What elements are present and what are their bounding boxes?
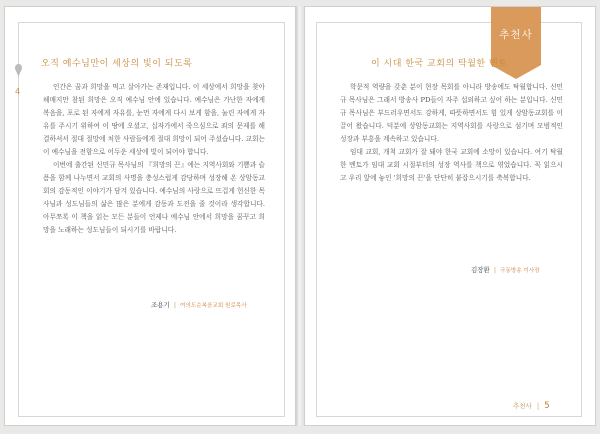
- page-number: 4: [15, 87, 21, 96]
- paragraph: 이번에 출간된 신민규 목사님의 『희망의 끈』에는 지역사회와 기쁨과 슬픔을 함께 나누면서 교회의 사명을 충성스럽게 감당하며 성장해 온 상암동교회의 감동적인 이야기가 담겨 있습니다. 예수님의 사랑으로 뜨겁게 헌신한 목사님과 성도님들의 삶은 많은 분에게 감동과 도전을 줄 것이라 생각합니다. 아무쪼록 이 책을 읽는 모든 분들이 언제나 예수님 안에서 희망을 꿈꾸고 희망을 노래하는 성도님들이 되시기를 바랍니다.: [43, 161, 265, 234]
- left-page: [4, 6, 296, 426]
- page-number: 5: [544, 401, 550, 411]
- author-role: 극동방송 이사장: [500, 268, 540, 274]
- body-text: [43, 81, 265, 237]
- section-heading: 오직 예수님만이 세상의 빛이 되도록: [41, 59, 193, 69]
- bookmark-dot-icon: [15, 64, 22, 77]
- tab-label: 추천사: [499, 29, 533, 41]
- page-footer: [513, 393, 550, 412]
- book-spine: [296, 6, 304, 426]
- right-page: [304, 6, 596, 426]
- divider: |: [536, 402, 540, 410]
- divider: |: [173, 301, 177, 309]
- author-name: 조용기: [151, 301, 170, 309]
- paragraph: 인간은 꿈과 희망을 먹고 살아가는 존재입니다. 이 세상에서 희망을 찾아 헤매지만 참된 희망은 오직 예수님 안에 있습니다. 예수님은 가난한 자에게 복음을, 포로 된 자에게 자유를, 눈먼 자에게 다시 보게 함을, 눌린 자에게 자유를 주시기 위하여 이 땅에 오셨고, 십자가에서 죽으심으로 죄의 문제를 해결하셔서 절대 절망에 처한 사람들에게 절대 희망이 되어 주셨습니다. 교회는 이 예수님을 전함으로 어두운 세상에 빛이 되어야 합니다.: [43, 83, 265, 156]
- signature: [151, 300, 247, 309]
- author-role: 여의도순복음교회 원로목사: [180, 303, 247, 309]
- section-heading: 이 시대 한국 교회의 탁월한 멘토: [371, 59, 508, 69]
- author-name: 김장환: [471, 266, 490, 274]
- body-text: [340, 81, 563, 185]
- footer-section-title: 추천사: [513, 402, 532, 410]
- paragraph: 학문적 역량을 갖춘 분이 현장 목회를 아니라 방송에도 탁월합니다. 신민규 목사님은 그래서 방송사 PD들이 자주 섭외하고 싶어 하는 분입니다. 신민규 목사님은 부드러우면서도 강하게, 따뜻하면서도 힘 있게 상암동교회를 이끌어 왔습니다. 덕분에 상암동교회는 지역사회를 사랑으로 섬기며 모범적인 성장과 부흥을 계속하고 있습니다.: [340, 83, 563, 143]
- paragraph: 임대 교회, 개척 교회가 잘 돼야 한국 교회에 소망이 있습니다. 여기 탁월한 멘토가 임대 교회 시절부터의 성장 역사를 책으로 엮었습니다. 꼭 읽으시고 우리 앞에 놓인 '희망의 끈'을 단단히 붙잡으시기를 축복합니다.: [340, 148, 563, 182]
- divider: |: [493, 266, 497, 274]
- signature: [471, 265, 540, 274]
